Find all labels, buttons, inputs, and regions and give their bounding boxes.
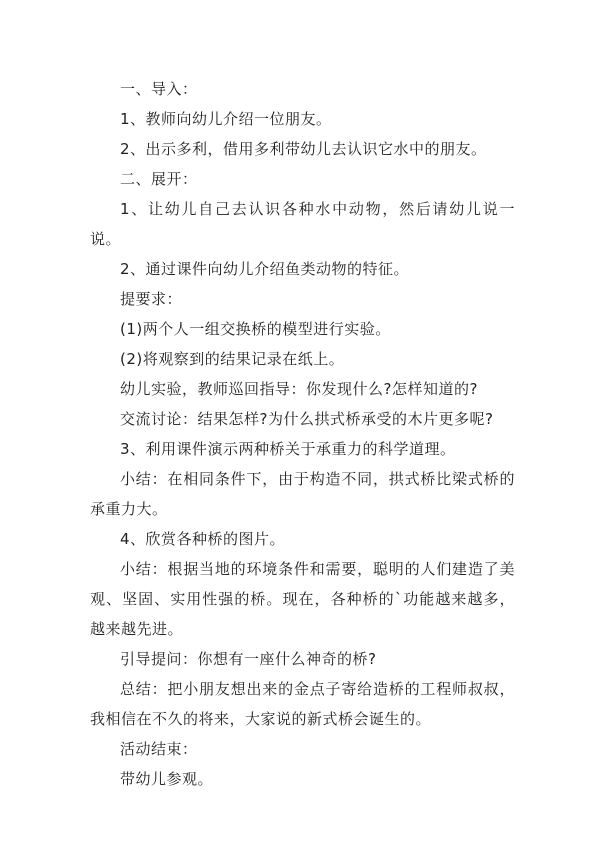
section-heading-develop: 二、展开： [120,170,198,188]
paragraph: 小结：在相同条件下，由于构造不同，拱式桥比梁式桥的承重力大。 [90,470,515,518]
paragraph: 幼儿实验，教师巡回指导：你发现什么?怎样知道的? [120,380,478,398]
paragraph: 2、通过课件向幼儿介绍鱼类动物的特征。 [120,260,410,278]
paragraph: 交流讨论：结果怎样?为什么拱式桥承受的木片更多呢? [120,410,494,428]
paragraph: 2、出示多利，借用多利带幼儿去认识它水中的朋友。 [120,140,487,158]
paragraph: 带幼儿参观。 [120,770,214,788]
paragraph: 4、欣赏各种桥的图片。 [120,530,286,548]
paragraph: (1)两个人一组交换桥的模型进行实验。 [120,320,391,338]
section-heading-intro: 一、导入： [120,80,198,98]
paragraph: 1、教师向幼儿介绍一位朋友。 [120,110,332,128]
paragraph: 小结：根据当地的环境条件和需要，聪明的人们建造了美观、坚固、实用性强的桥。现在，各种桥的`功能越来越多，越来越先进。 [90,560,515,638]
paragraph: 总结：把小朋友想出来的金点子寄给造桥的工程师叔叔，我相信在不久的将来，大家说的新式桥会诞生的。 [90,680,515,728]
paragraph: (2)将观察到的结果记录在纸上。 [120,350,345,368]
paragraph: 1、让幼儿自己去认识各种水中动物，然后请幼儿说一说。 [90,200,515,248]
document-body [90,74,515,794]
section-heading-end: 活动结束： [120,740,198,758]
paragraph: 3、利用课件演示两种桥关于承重力的科学道理。 [120,440,456,458]
paragraph: 引导提问：你想有一座什么神奇的桥? [120,650,377,668]
paragraph: 提要求： [120,290,183,308]
